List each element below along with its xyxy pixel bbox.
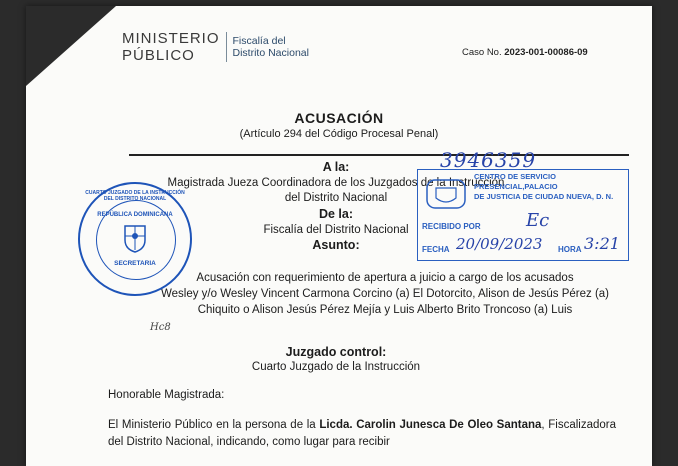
handwritten-initials: Ec	[526, 210, 550, 231]
stamp-header-line1: CENTRO DE SERVICIO PRESENCIAL,PALACIO	[474, 172, 558, 191]
accused-names: Wesley y/o Wesley Vincent Carmona Corcino (a) El Dotorcito, Alison de Jesús Pérez (a) Chiquito o Alison Jesús Pérez Mejía y Luis Alberto Brito Troncoso (a) Luis	[160, 288, 610, 316]
body-prefix: El Ministerio Público en la persona de la	[108, 419, 316, 431]
body-suffix: , Fiscalizadora del Distrito Nacional, indicando, como lugar para recibir	[108, 419, 616, 448]
to-label: A la:	[322, 160, 350, 174]
stamp-time-label: HORA	[558, 245, 582, 254]
stamp-header	[474, 172, 628, 202]
salutation: Honorable Magistrada:	[108, 389, 225, 401]
seal-country: REPÚBLICA DOMINICANA	[97, 212, 173, 218]
body-name: Licda. Carolin Junesca De Oleo Santana	[319, 419, 542, 431]
subject-intro: Acusación con requerimiento de apertura a juicio a cargo de los acusados	[196, 272, 574, 284]
margin-note: Hc8	[150, 322, 171, 333]
logo-org-line2: PÚBLICO	[122, 47, 195, 64]
from-label: De la:	[318, 207, 354, 221]
document-title: ACUSACIÓN	[294, 110, 384, 126]
logo-org-line1: MINISTERIO	[122, 30, 220, 47]
court-value: Cuarto Juzgado de la Instrucción	[251, 361, 421, 373]
logo-org	[122, 30, 220, 64]
court-seal	[78, 182, 192, 296]
title-rule	[129, 154, 629, 156]
seal-ring-text: CUARTO JUZGADO DE LA INSTRUCCIÓN DEL DISTRITO NACIONAL	[85, 190, 185, 202]
page-fold	[26, 6, 116, 86]
handwritten-number: 3946359	[440, 148, 537, 172]
seal-office: SECRETARIA	[114, 260, 156, 267]
stamp-emblem-icon	[424, 176, 468, 212]
document-subtitle: (Artículo 294 del Código Procesal Penal)	[239, 128, 439, 140]
body-paragraph	[108, 417, 616, 451]
case-number	[462, 47, 588, 58]
to-line2: del Distrito Nacional	[284, 192, 388, 204]
ministerio-publico-logo	[122, 30, 309, 64]
to-line1: Magistrada Jueza Coordinadora de los Juzgados de la Instrucción	[167, 177, 505, 189]
document-page	[26, 6, 652, 466]
from-value: Fiscalía del Distrito Nacional	[263, 224, 409, 236]
handwritten-date: 20/09/2023	[456, 235, 543, 253]
coat-of-arms-icon	[120, 222, 150, 254]
case-value: 2023-001-00086-09	[504, 47, 588, 58]
case-label: Caso No.	[462, 47, 502, 58]
subject-label: Asunto:	[312, 238, 360, 252]
stamp-date-label: FECHA	[422, 245, 450, 254]
logo-sub-line1: Fiscalía del	[232, 35, 286, 47]
stamp-header-line2: DE JUSTICIA DE CIUDAD NUEVA, D. N.	[474, 192, 614, 201]
logo-separator	[226, 32, 227, 62]
court-label: Juzgado control:	[285, 345, 387, 359]
logo-subtitle	[233, 35, 309, 59]
handwritten-time: 3:21	[584, 234, 620, 253]
stamp-received-label: RECIBIDO POR	[422, 222, 481, 231]
logo-sub-line2: Distrito Nacional	[232, 47, 309, 59]
